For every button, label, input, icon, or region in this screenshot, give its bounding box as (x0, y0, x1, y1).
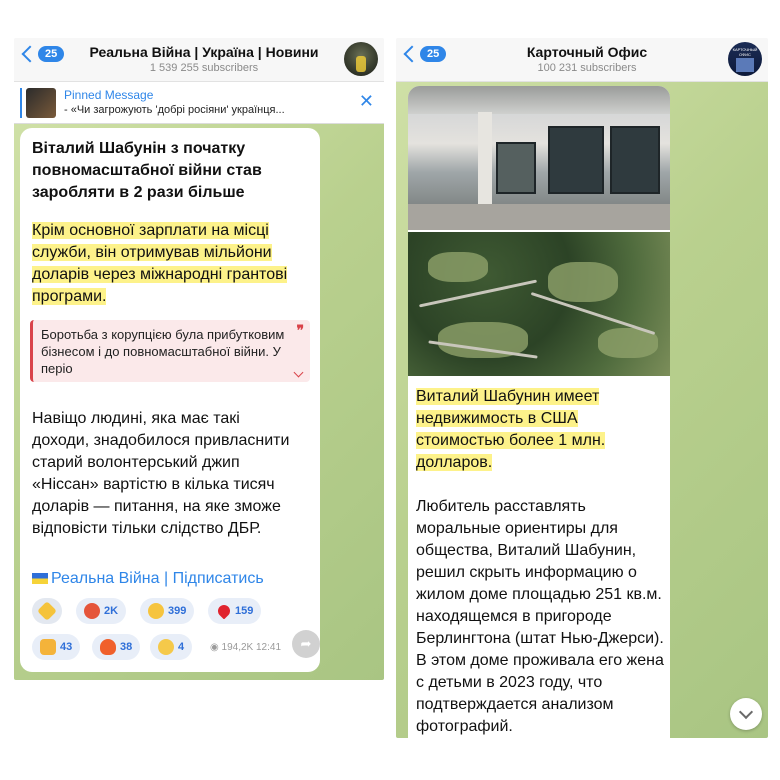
back-button[interactable] (402, 46, 446, 62)
roof-overhang (408, 86, 670, 114)
angry-face-icon (84, 603, 100, 619)
subscriber-count: 100 231 subscribers (537, 62, 637, 74)
reaction-count: 4 (178, 641, 185, 653)
close-icon[interactable]: ✕ (358, 91, 374, 111)
clearing (428, 252, 488, 282)
clearing (548, 262, 618, 302)
crying-face-icon (158, 639, 174, 655)
reaction-fire[interactable] (92, 634, 140, 660)
view-count: 194,2K (221, 642, 254, 653)
eye-icon: ◉ (210, 642, 219, 653)
aerial-photo[interactable] (408, 232, 670, 376)
chat-header (396, 38, 768, 82)
chat-header (14, 38, 384, 82)
quote-block[interactable] (30, 320, 310, 382)
reaction-count: 2K (104, 605, 119, 617)
subscriber-count: 1 539 255 subscribers (149, 62, 259, 74)
glass-door (610, 126, 660, 194)
reaction-star[interactable] (32, 598, 62, 624)
reaction-count: 43 (60, 641, 73, 653)
subscribe-link-text: Реальна Війна | Підписатись (51, 570, 264, 587)
chevron-left-icon (22, 46, 39, 63)
message-meta (210, 642, 281, 653)
pinned-message-bar[interactable] (14, 82, 384, 124)
message-bubble (20, 128, 320, 672)
grin-icon (148, 603, 164, 619)
patio-floor (408, 204, 670, 230)
message-body: Навіщо людині, яка має такі доходи, знадобилося привласнити старий волонтерський джип «Ніссан» вартістю в кілька тисяч доларів — питання, на яке зможе відповісти тільки слідство ДБР. (32, 410, 290, 537)
reaction-count: 38 (120, 641, 133, 653)
reaction-heart[interactable] (208, 598, 261, 624)
quote-text: Боротьба з корупцією була прибутковим бізнесом і до повномасштабної війни. У періо (41, 327, 285, 376)
channel-title: Реальна Війна | Україна | Новини (89, 44, 319, 60)
share-button[interactable] (292, 630, 320, 658)
house-column (478, 112, 492, 206)
channel-title: Карточный Офис (526, 44, 648, 60)
channel-avatar[interactable] (344, 42, 378, 76)
reaction-crying[interactable] (150, 634, 192, 660)
reaction-angry[interactable] (76, 598, 126, 624)
chat-wallpaper (14, 124, 384, 680)
chevron-down-icon[interactable] (294, 368, 304, 378)
message-bubble (408, 86, 670, 738)
star-icon (37, 601, 57, 621)
chevron-left-icon (404, 46, 421, 63)
house-photo[interactable] (408, 86, 670, 230)
fire-icon (100, 639, 116, 655)
pinned-indicator (20, 88, 22, 118)
reaction-count: 159 (235, 605, 254, 617)
right-screenshot (396, 38, 768, 738)
channel-title-area[interactable] (456, 44, 718, 74)
reaction-grin[interactable] (140, 598, 194, 624)
highlight-text: Крім основної зарплати на місці служби, він отримував мільйони доларів через міжнародні грантові програми. (32, 222, 288, 305)
pinned-text: - «Чи загрожують 'добрі росіяни' українця... (64, 104, 285, 116)
pinned-thumbnail (26, 88, 56, 118)
reaction-thumbs-up[interactable] (32, 634, 80, 660)
highlighted-paragraph (32, 220, 297, 308)
thumbs-up-icon (40, 639, 56, 655)
share-arrow-icon: ➦ (300, 636, 312, 651)
back-button[interactable] (20, 46, 64, 62)
message-headline: Віталий Шабунін з початку повномасштабної війни став заробляти в 2 рази більше (32, 140, 262, 201)
reaction-count: 399 (168, 605, 187, 617)
message-body: Любитель расставлять моральные ориентиры для общества, Виталий Шабунин, решил скрыть информацию о жилом доме площадью 251 кв.м. находящемся в пригороде Берлингтона (штат Нью-Джерси). В этом доме проживала его жена с детьми в 2023 году, что подтверждается анализом фотографий. (416, 498, 664, 735)
pinned-title: Pinned Message (64, 88, 154, 102)
ukraine-flag-icon (32, 573, 48, 584)
road (419, 280, 537, 308)
glass-door (548, 126, 604, 194)
unread-count-badge: 25 (38, 46, 64, 62)
scroll-down-button[interactable] (730, 698, 762, 730)
heart-icon (216, 603, 233, 620)
unread-count-badge: 25 (420, 46, 446, 62)
subscribe-link[interactable] (32, 570, 264, 588)
left-screenshot (14, 38, 384, 680)
highlighted-paragraph (416, 386, 648, 474)
channel-title-area[interactable] (74, 44, 334, 74)
highlight-text: Виталий Шабунин имеет недвижимость в США стоимостью более 1 млн. долларов. (416, 388, 606, 471)
channel-avatar[interactable] (728, 42, 762, 76)
patio-area (496, 142, 536, 194)
chat-wallpaper (396, 82, 768, 738)
message-time: 12:41 (256, 642, 282, 653)
quote-icon: ❞ (296, 322, 304, 338)
